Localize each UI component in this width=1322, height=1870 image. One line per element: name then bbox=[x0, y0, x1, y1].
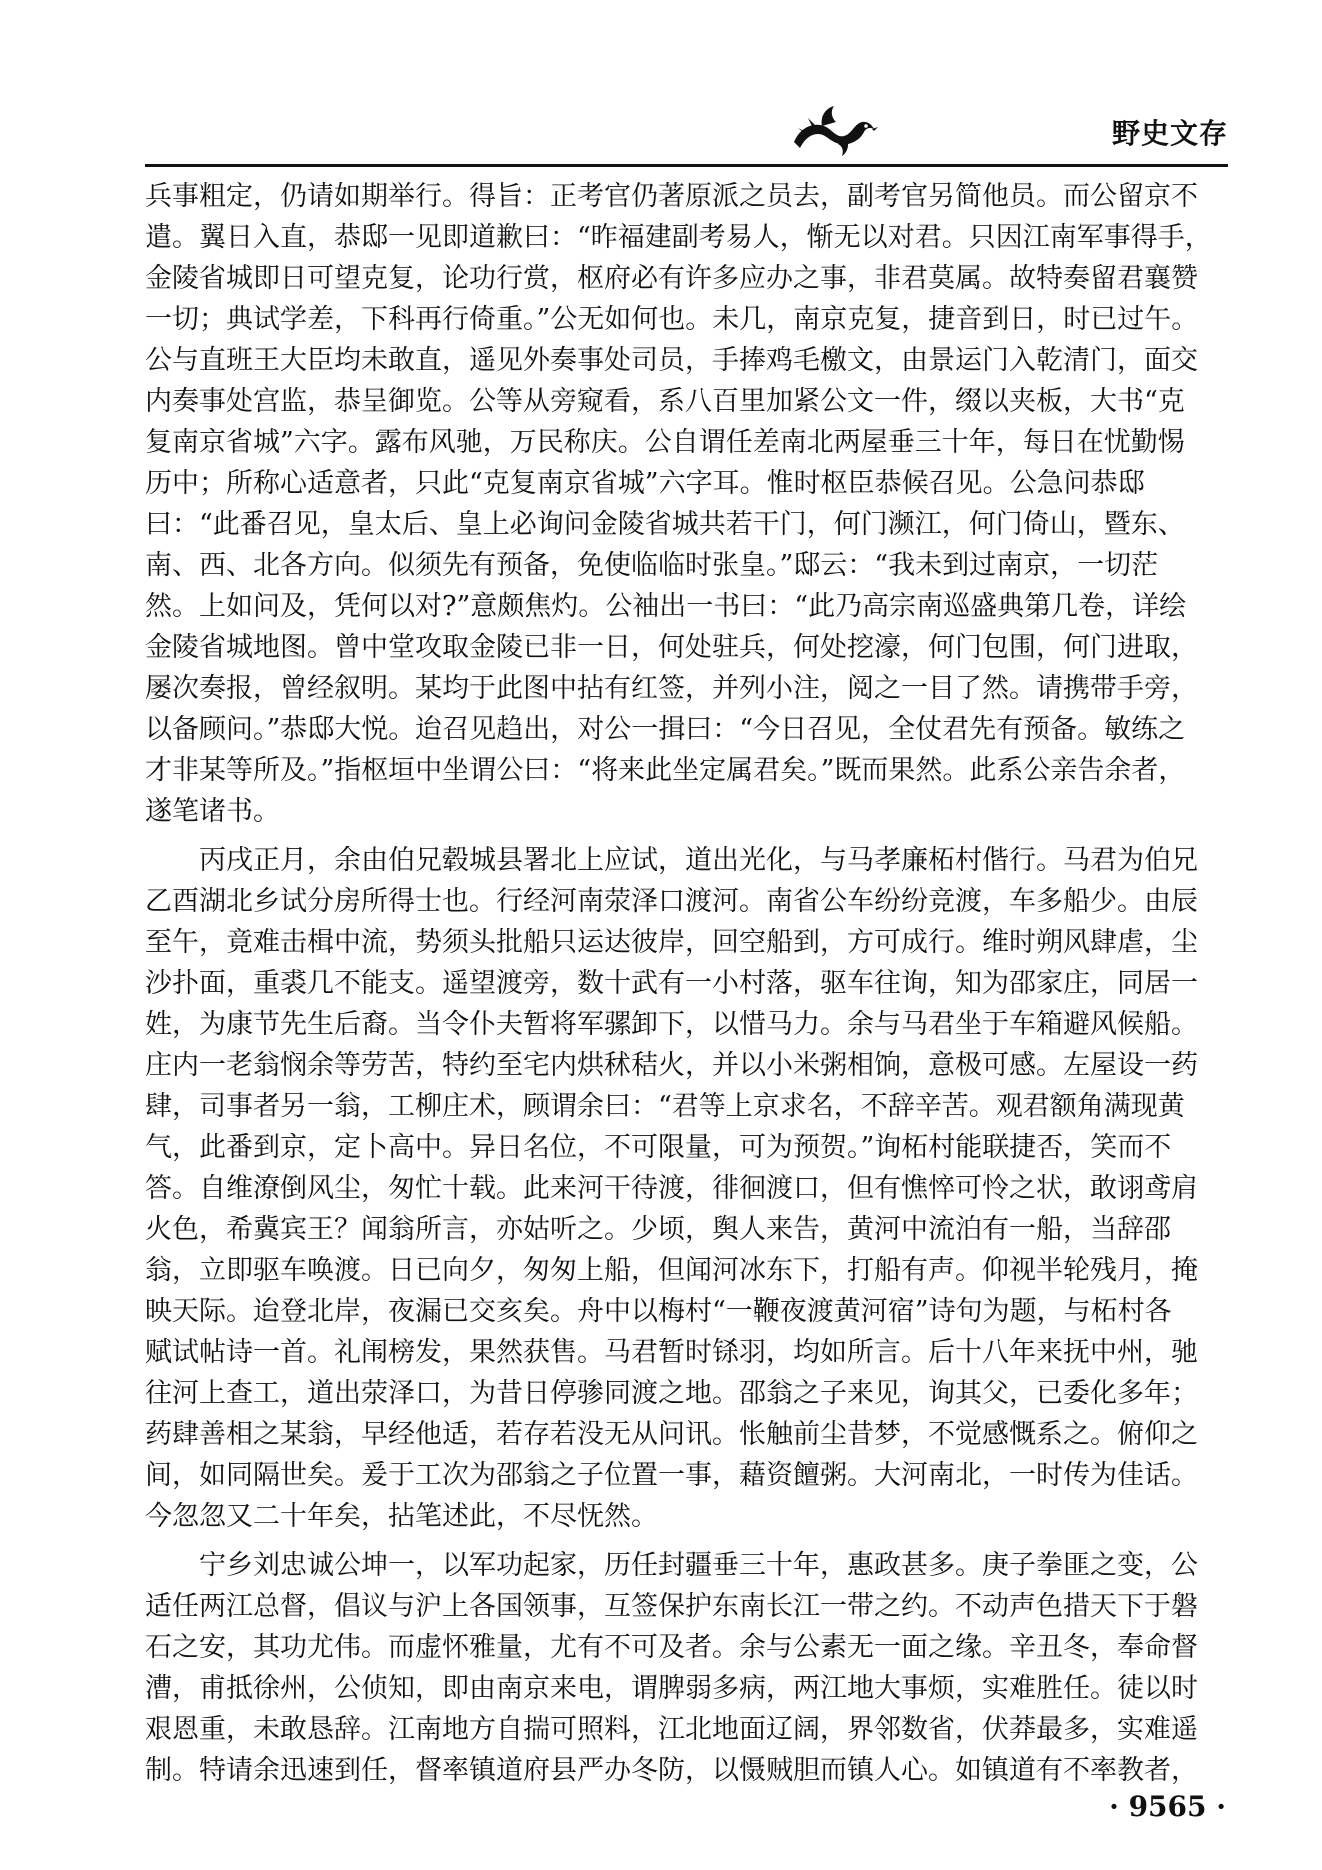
text-line: 映天际。迨登北岸，夜漏已交亥矣。舟中以梅村“一鞭夜渡黄河宿”诗句为题，与柘村各 bbox=[145, 1296, 1172, 1327]
body-text bbox=[145, 176, 1228, 1799]
text-line: 公与直班王大臣均未敢直，遥见外奏事处司员，手捧鸡毛檄文，由景运门入乾清门，面交 bbox=[145, 345, 1198, 376]
text-line: 石之安，其功尤伟。而虚怀雅量，尤有不可及者。余与公素无一面之缘。辛丑冬，奉命督 bbox=[145, 1632, 1198, 1663]
text-line: 制。特请余迅速到任，督率镇道府县严办冬防，以慑贼胆而镇人心。如镇道有不率教者， bbox=[145, 1755, 1198, 1786]
page-number: · 9565 · bbox=[1109, 1790, 1226, 1823]
text-line: 漕，甫抵徐州，公侦知，即由南京来电，谓脾弱多病，两江地大事烦，实难胜任。徒以时 bbox=[145, 1673, 1198, 1704]
paragraph bbox=[145, 840, 1228, 1537]
series-title: 野史文存 bbox=[1111, 117, 1228, 150]
text-line: 丙戌正月，余由伯兄毂城县署北上应试，道出光化，与马孝廉柘村偕行。马君为伯兄 bbox=[199, 845, 1198, 876]
paragraph bbox=[145, 176, 1228, 832]
text-line: 往河上查工，道出荥泽口，为昔日停骖同渡之地。邵翁之子来见，询其父，已委化多年； bbox=[145, 1378, 1198, 1409]
text-line: 今忽忽又二十年矣，拈笔述此，不尽怃然。 bbox=[145, 1501, 658, 1532]
text-line: 艰恩重，未敢恳辞。江南地方自揣可照料，江北地面辽阔，界邻数省，伏莽最多，实难遥 bbox=[145, 1714, 1198, 1745]
text-line: 历中；所称心适意者，只此“克复南京省城”六字耳。惟时枢臣恭候召见。公急问恭邸 bbox=[145, 468, 1145, 499]
text-line: 间，如同隔世矣。爰于工次为邵翁之子位置一事，藉资饘粥。大河南北，一时传为佳话。 bbox=[145, 1460, 1198, 1491]
text-line: 气，此番到京，定卜高中。异日名位，不可限量，可为预贺。”询柘村能联捷否，笑而不 bbox=[145, 1132, 1172, 1163]
text-line: 赋试帖诗一首。礼闱榜发，果然获售。马君暂时铩羽，均如所言。后十八年来抚中州，驰 bbox=[145, 1337, 1198, 1368]
text-line: 火色，希冀宾王？闻翁所言，亦姑听之。少顷，舆人来告，黄河中流泊有一船，当辞邵 bbox=[145, 1214, 1171, 1245]
text-line: 内奏事处宫监，恭呈御览。公等从旁窥看，系八百里加紧公文一件，缀以夹板，大书“克 bbox=[145, 386, 1185, 417]
text-line: 适任两江总督，倡议与沪上各国领事，互签保护东南长江一带之约。不动声色措天下于磐 bbox=[145, 1591, 1198, 1622]
paragraph bbox=[145, 1545, 1228, 1791]
text-line: 乙酉湖北乡试分房所得士也。行经河南荥泽口渡河。南省公车纷纷竞渡，车多船少。由辰 bbox=[145, 886, 1198, 917]
text-line: 以备顾问。”恭邸大悦。迨召见趋出，对公一揖曰：“今日召见，全仗君先有预备。敏练之 bbox=[145, 714, 1186, 745]
text-line: 沙扑面，重裘几不能支。遥望渡旁，数十武有一小村落，驱车往询，知为邵家庄，同居一 bbox=[145, 968, 1198, 999]
text-line: 金陵省城地图。曾中堂攻取金陵已非一日，何处驻兵，何处挖濠，何门包围，何门进取， bbox=[145, 632, 1198, 663]
text-line: 遣。翼日入直，恭邸一见即道歉曰：“昨福建副考易人，惭无以对君。只因江南军事得手， bbox=[145, 222, 1212, 253]
dragon-emblem-icon bbox=[786, 98, 878, 160]
text-line: 至午，竟难击楫中流，势须头批船只运达彼岸，回空船到，方可成行。维时朔风肆虐，尘 bbox=[145, 927, 1198, 958]
text-line: 肆，司事者另一翁，工柳庄术，顾谓余曰：“君等上京求名，不辞辛苦。观君额角满现黄 bbox=[145, 1091, 1185, 1122]
text-line: 药肆善相之某翁，早经他适，若存若没无从问讯。怅触前尘昔梦，不觉感慨系之。俯仰之 bbox=[145, 1419, 1198, 1450]
text-line: 翁，立即驱车唤渡。日已向夕，匆匆上船，但闻河冰东下，打船有声。仰视半轮残月，掩 bbox=[145, 1255, 1198, 1286]
text-line: 一切；典试学差，下科再行倚重。”公无如何也。未几，南京克复，捷音到日，时已过午。 bbox=[145, 304, 1199, 335]
header-rule bbox=[145, 164, 1228, 167]
text-line: 曰：“此番召见，皇太后、皇上必询问金陵省城共若干门，何门濒江，何门倚山，暨东、 bbox=[145, 509, 1185, 540]
text-line: 姓，为康节先生后裔。当令仆夫暂将军骡卸下，以惜马力。余与马君坐于车箱避风候船。 bbox=[145, 1009, 1198, 1040]
text-line: 屡次奏报，曾经叙明。某均于此图中拈有红签，并列小注，阅之一目了然。请携带手旁， bbox=[145, 673, 1198, 704]
text-line: 然。上如问及，凭何以对?”意颇焦灼。公袖出一书曰：“此乃高宗南巡盛典第几卷，详绘 bbox=[145, 591, 1187, 622]
text-line: 宁乡刘忠诚公坤一，以军功起家，历任封疆垂三十年，惠政甚多。庚子拳匪之变，公 bbox=[199, 1550, 1198, 1581]
text-line: 庄内一老翁悯余等劳苦，特约至宅内烘秫秸火，并以小米粥相饷，意极可感。左屋设一药 bbox=[145, 1050, 1198, 1081]
page-header bbox=[0, 0, 1322, 175]
text-line: 遂笔诸书。 bbox=[145, 796, 280, 827]
text-line: 复南京省城”六字。露布风驰，万民称庆。公自谓任差南北两屋垂三十年，每日在忧勤惕 bbox=[145, 427, 1185, 458]
text-line: 才非某等所及。”指枢垣中坐谓公曰：“将来此坐定属君矣。”既而果然。此系公亲告余者， bbox=[145, 755, 1186, 786]
text-line: 答。自维潦倒风尘，匆忙十载。此来河干待渡，徘徊渡口，但有憔悴可怜之状，敢诩鸢肩 bbox=[145, 1173, 1198, 1204]
text-line: 兵事粗定，仍请如期举行。得旨：正考官仍著原派之员去，副考官另简他员。而公留京不 bbox=[145, 181, 1198, 212]
text-line: 金陵省城即日可望克复，论功行赏，枢府必有许多应办之事，非君莫属。故特奏留君襄赞 bbox=[145, 263, 1198, 294]
text-line: 南、西、北各方向。似须先有预备，免使临临时张皇。”邸云：“我未到过南京，一切茫 bbox=[145, 550, 1159, 581]
